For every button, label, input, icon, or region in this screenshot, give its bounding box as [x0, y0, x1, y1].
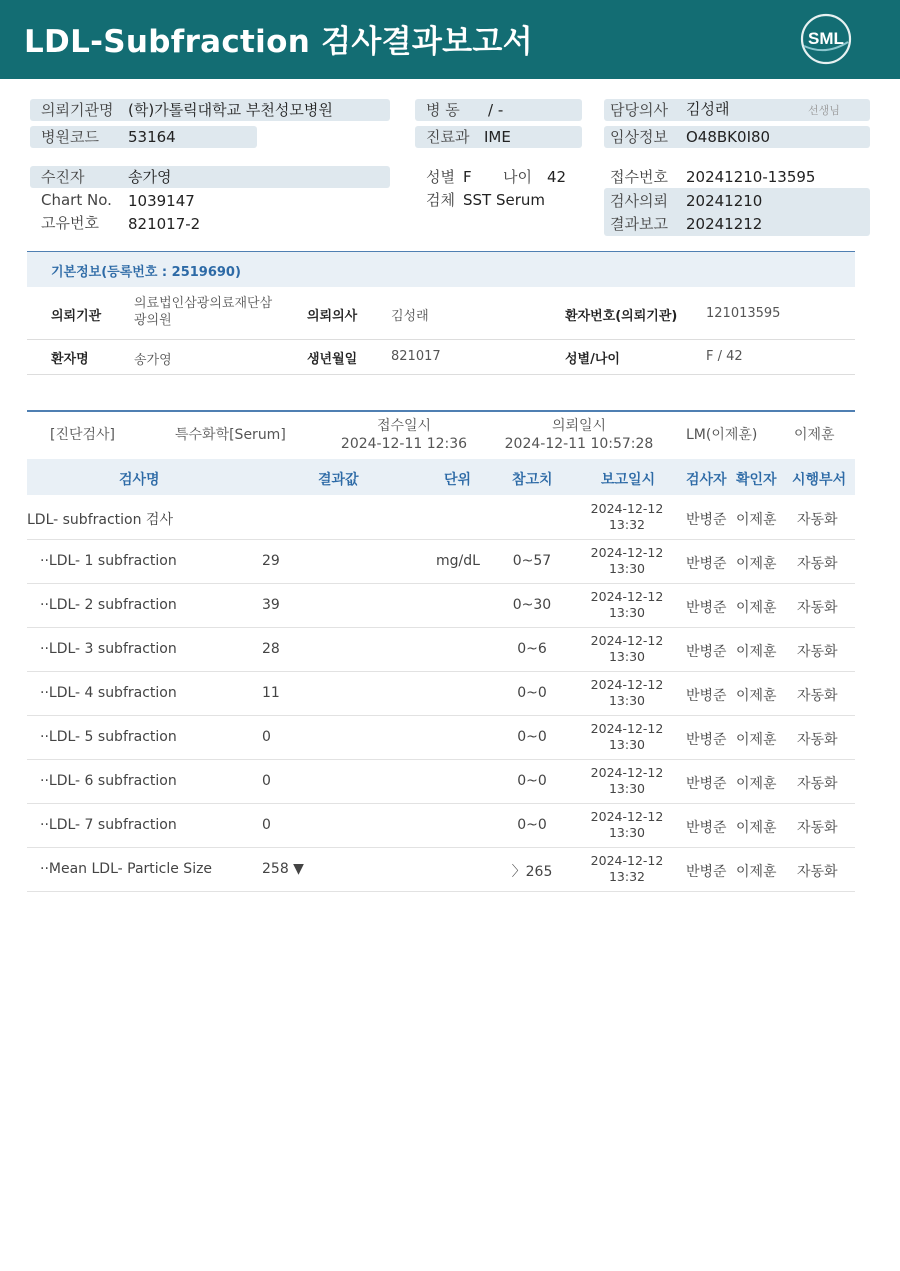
col-header-unit: 단위	[444, 472, 472, 488]
reference-cell: 0~57	[512, 553, 552, 569]
confirmer-cell: 이제훈	[736, 688, 777, 704]
meta-test-type: 특수화학[Serum]	[175, 427, 286, 443]
table-row	[0, 760, 900, 804]
tester-cell: 반병준	[686, 688, 727, 704]
basic-patient-no-label: 환자번호(의뢰기관)	[565, 309, 678, 324]
chart-no-value: 1039147	[128, 192, 195, 210]
test-name-cell: ··LDL- 2 subfraction	[40, 597, 177, 613]
department-cell: 자동화	[797, 864, 838, 880]
unique-no-label: 고유번호	[41, 214, 99, 232]
unit-cell: mg/dL	[436, 553, 480, 569]
result-cell: 0	[262, 773, 271, 789]
test-name-cell: ··LDL- 1 subfraction	[40, 553, 177, 569]
report-datetime-cell	[582, 677, 672, 709]
basic-patient-name-label: 환자명	[51, 352, 89, 367]
department-cell: 자동화	[797, 556, 838, 572]
result-cell: 258 ▼	[262, 861, 304, 877]
basic-birth-label: 생년월일	[307, 352, 358, 367]
col-header-report-date: 보고일시	[601, 472, 656, 488]
specimen-value: SST Serum	[463, 191, 546, 209]
report-time-line: 13:32	[608, 869, 646, 884]
table-row	[0, 540, 900, 584]
report-time-line: 13:30	[608, 605, 646, 620]
confirmer-cell: 이제훈	[736, 512, 777, 528]
reference-cell: 0~0	[517, 729, 547, 745]
ward-value: / -	[488, 101, 504, 119]
report-time-line: 13:30	[608, 649, 646, 664]
report-date-line: 2024-12-12	[590, 853, 664, 868]
test-name-cell: ··LDL- 5 subfraction	[40, 729, 177, 745]
reference-cell: 0~30	[512, 597, 552, 613]
doctor-value: 김성래	[686, 100, 730, 118]
unique-no-value: 821017-2	[128, 215, 201, 233]
meta-category: [진단검사]	[50, 427, 116, 443]
tester-cell: 반병준	[686, 864, 727, 880]
table-row	[0, 848, 900, 892]
report-date-line: 2024-12-12	[590, 501, 664, 516]
row-divider	[27, 891, 855, 892]
confirmer-cell: 이제훈	[736, 600, 777, 616]
tester-cell: 반병준	[686, 512, 727, 528]
report-datetime-cell	[582, 545, 672, 577]
tester-cell: 반병준	[686, 600, 727, 616]
report-datetime-cell	[582, 501, 672, 533]
report-time-line: 13:30	[608, 781, 646, 796]
report-date-line: 2024-12-12	[590, 721, 664, 736]
basic-sex-age-value: F / 42	[706, 349, 743, 364]
report-datetime-cell	[582, 633, 672, 665]
basic-patient-name-value: 송가영	[134, 353, 172, 368]
table-row	[0, 584, 900, 628]
basic-section-title: 기본정보(등록번호 : 2519690)	[51, 265, 241, 280]
report-datetime-cell	[582, 765, 672, 797]
institution-value: (학)가톨릭대학교 부천성모병원	[128, 101, 333, 119]
reference-cell: 0~0	[517, 817, 547, 833]
report-date-line: 2024-12-12	[590, 633, 664, 648]
result-cell: 11	[262, 685, 280, 701]
table-row	[0, 672, 900, 716]
confirmer-cell: 이제훈	[736, 864, 777, 880]
report-datetime-cell	[582, 853, 672, 885]
reference-cell: 0~0	[517, 685, 547, 701]
report-time-line: 13:32	[608, 517, 646, 532]
receipt-no-label: 접수번호	[610, 168, 668, 186]
report-time-line: 13:30	[608, 825, 646, 840]
confirmer-cell: 이제훈	[736, 732, 777, 748]
col-header-name: 검사명	[119, 472, 160, 488]
basic-sex-age-label: 성별/나이	[565, 352, 620, 367]
tester-cell: 반병준	[686, 732, 727, 748]
specimen-label: 검체	[426, 191, 455, 209]
confirmer-cell: 이제훈	[736, 644, 777, 660]
test-name-cell: ··LDL- 6 subfraction	[40, 773, 177, 789]
test-name-cell: ··LDL- 3 subfraction	[40, 641, 177, 657]
department-cell: 자동화	[797, 512, 838, 528]
report-date-line: 2024-12-12	[590, 589, 664, 604]
test-name-cell: ··LDL- 4 subfraction	[40, 685, 177, 701]
report-date-value: 20241212	[686, 215, 763, 233]
report-date-line: 2024-12-12	[590, 545, 664, 560]
meta-lm: LM(이제훈)	[686, 427, 758, 443]
confirmer-cell: 이제훈	[736, 820, 777, 836]
basic-birth-value: 821017	[391, 349, 441, 364]
meta-requested-label: 의뢰일시	[551, 418, 607, 434]
request-date-value: 20241210	[686, 192, 763, 210]
chart-no-label: Chart No.	[41, 191, 112, 209]
sex-value: F	[463, 168, 472, 186]
col-header-confirmer: 확인자	[736, 472, 777, 488]
col-header-dept: 시행부서	[792, 472, 847, 488]
reference-cell: 〉265	[511, 864, 553, 880]
result-cell: 39	[262, 597, 280, 613]
test-name-cell: LDL- subfraction 검사	[27, 512, 173, 528]
sml-logo-icon	[798, 12, 854, 66]
meta-received-value: 2024-12-11 12:36	[340, 436, 468, 452]
basic-doctor-label: 의뢰의사	[307, 309, 358, 324]
report-datetime-cell	[582, 809, 672, 841]
report-time-line: 13:30	[608, 693, 646, 708]
basic-patient-no-value: 121013595	[706, 306, 781, 321]
department-cell: 자동화	[797, 820, 838, 836]
confirmer-cell: 이제훈	[736, 556, 777, 572]
department-cell: 자동화	[797, 600, 838, 616]
reference-cell: 0~6	[517, 641, 547, 657]
report-datetime-cell	[582, 589, 672, 621]
patient-label: 수진자	[41, 168, 85, 186]
table-row	[0, 496, 900, 540]
receipt-no-value: 20241210-13595	[686, 168, 816, 186]
result-cell: 29	[262, 553, 280, 569]
tester-cell: 반병준	[686, 644, 727, 660]
col-header-tester: 검사자	[686, 472, 727, 488]
results-section-top-line	[27, 410, 855, 412]
result-cell: 0	[262, 729, 271, 745]
confirmer-cell: 이제훈	[736, 776, 777, 792]
basic-institution-value: 의료법인삼광의료재단삼 광의원	[134, 296, 273, 328]
reference-cell: 0~0	[517, 773, 547, 789]
svg-text:SML: SML	[808, 29, 844, 48]
test-name-cell: ··Mean LDL- Particle Size	[40, 861, 213, 877]
basic-institution-label: 의뢰기관	[51, 309, 102, 324]
test-name-cell: ··LDL- 7 subfraction	[40, 817, 177, 833]
tester-cell: 반병준	[686, 820, 727, 836]
result-cell: 0	[262, 817, 271, 833]
department-cell: 자동화	[797, 776, 838, 792]
report-date-line: 2024-12-12	[590, 677, 664, 692]
report-date-label: 결과보고	[610, 215, 668, 233]
report-time-line: 13:30	[608, 561, 646, 576]
tester-cell: 반병준	[686, 776, 727, 792]
hospital-code-label: 병원코드	[41, 128, 99, 146]
col-header-result: 결과값	[318, 472, 359, 488]
col-header-ref: 참고치	[512, 472, 553, 488]
report-time-line: 13:30	[608, 737, 646, 752]
doctor-label: 담당의사	[610, 101, 668, 119]
result-cell: 28	[262, 641, 280, 657]
table-row	[0, 628, 900, 672]
report-date-line: 2024-12-12	[590, 809, 664, 824]
tester-cell: 반병준	[686, 556, 727, 572]
department-cell: 자동화	[797, 688, 838, 704]
basic-bottom-divider	[27, 374, 855, 375]
department-value: IME	[484, 128, 511, 146]
hospital-code-value: 53164	[128, 128, 176, 146]
meta-received-label: 접수일시	[376, 418, 432, 434]
table-row	[0, 716, 900, 760]
meta-confirmer: 이제훈	[794, 427, 835, 443]
age-label: 나이	[503, 168, 532, 186]
patient-value: 송가영	[128, 168, 172, 186]
meta-requested-value: 2024-12-11 10:57:28	[504, 436, 654, 452]
basic-doctor-value: 김성래	[391, 309, 429, 324]
report-title: LDL-Subfraction 검사결과보고서	[24, 24, 533, 60]
institution-label: 의뢰기관명	[41, 101, 114, 119]
report-header	[0, 0, 900, 79]
sex-label: 성별	[426, 168, 455, 186]
request-date-label: 검사의뢰	[610, 192, 668, 210]
table-row	[0, 804, 900, 848]
basic-row-divider	[27, 339, 855, 340]
clinical-value: O48BK0I80	[686, 128, 771, 146]
clinical-label: 임상정보	[610, 128, 668, 146]
age-value: 42	[547, 168, 567, 186]
department-cell: 자동화	[797, 644, 838, 660]
doctor-suffix: 선생님	[808, 104, 840, 117]
department-cell: 자동화	[797, 732, 838, 748]
report-datetime-cell	[582, 721, 672, 753]
department-label: 진료과	[426, 128, 470, 146]
report-date-line: 2024-12-12	[590, 765, 664, 780]
ward-label: 병 동	[426, 101, 460, 119]
